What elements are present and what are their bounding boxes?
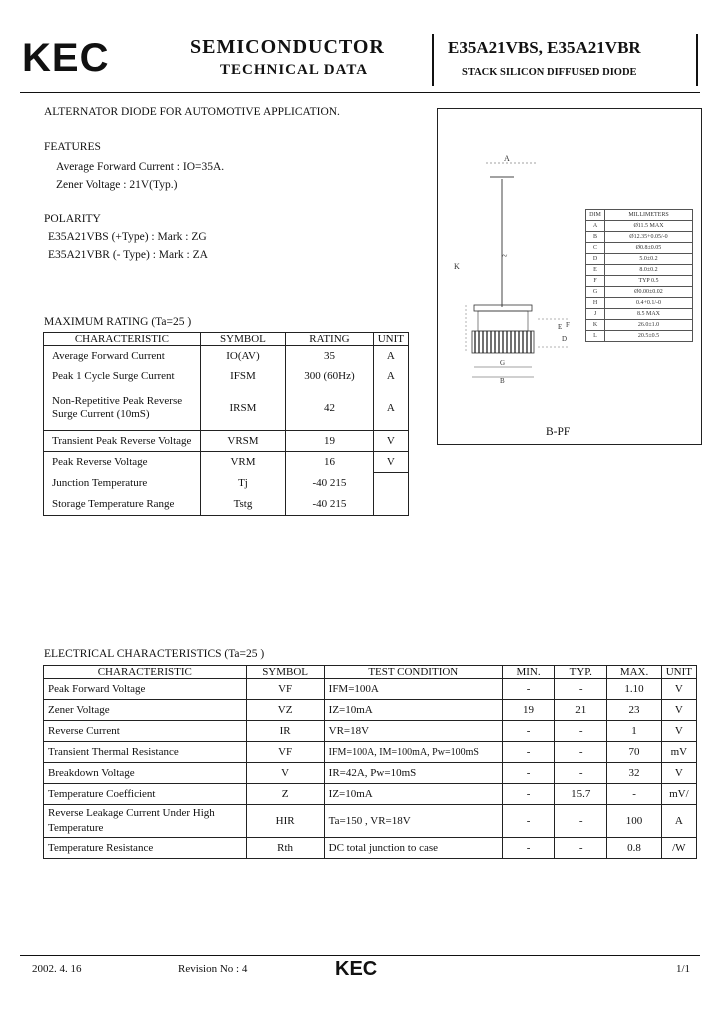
cell: V <box>661 763 696 784</box>
dim-label-f: F <box>566 321 570 329</box>
cell: Peak 1 Cycle Surge Current <box>44 366 201 386</box>
table-row <box>44 679 697 700</box>
cell: VZ <box>246 700 324 721</box>
cell: IRSM <box>200 386 285 431</box>
cell: - <box>502 679 554 700</box>
table-row <box>44 838 697 859</box>
header-divider-right <box>696 34 698 86</box>
dim-label-g: G <box>500 359 506 367</box>
col-header: TEST CONDITION <box>324 666 502 679</box>
dim-cell: F <box>586 276 605 287</box>
col-header: MIN. <box>502 666 554 679</box>
cell: Non-Repetitive Peak Reverse Surge Current (10mS) <box>44 386 201 431</box>
cell: 42 <box>286 386 374 431</box>
cell: 23 <box>607 700 661 721</box>
dim-cell: 0.4+0.1/-0 <box>605 298 693 309</box>
cell: Breakdown Voltage <box>44 763 247 784</box>
max-rating-title: MAXIMUM RATING (Ta=25 ) <box>44 316 192 328</box>
cell <box>373 473 408 494</box>
cell: - <box>607 784 661 805</box>
cell: Storage Temperature Range <box>44 493 201 516</box>
dim-cell: B <box>586 232 605 243</box>
dim-cell: 20.5±0.5 <box>605 331 693 342</box>
col-header: UNIT <box>373 333 408 346</box>
footer-page: 1/1 <box>676 963 691 975</box>
cell: Zener Voltage <box>44 700 247 721</box>
col-header: SYMBOL <box>246 666 324 679</box>
dim-cell: Ø0.8±0.05 <box>605 243 693 254</box>
dim-cell: Ø12.35+0.05/-0 <box>605 232 693 243</box>
cell: VRSM <box>200 431 285 452</box>
part-description: STACK SILICON DIFFUSED DIODE <box>462 67 637 78</box>
cell: V <box>661 700 696 721</box>
dim-cell: G <box>586 287 605 298</box>
dim-cell: A <box>586 221 605 232</box>
feature-item: Zener Voltage : 21V(Typ.) <box>56 179 178 191</box>
cell: IZ=10mA <box>324 784 502 805</box>
cell: 300 (60Hz) <box>286 366 374 386</box>
dim-label-e: E <box>558 323 563 331</box>
cell: A <box>373 386 408 431</box>
dim-header: DIM <box>586 210 605 221</box>
cell: - <box>555 838 607 859</box>
cell: - <box>555 805 607 838</box>
cell: IZ=10mA <box>324 700 502 721</box>
col-header: TYP. <box>555 666 607 679</box>
col-header: CHARACTERISTIC <box>44 666 247 679</box>
cell: Rth <box>246 838 324 859</box>
cell: 0.8 <box>607 838 661 859</box>
cell: - <box>502 763 554 784</box>
kec-logo: KEC <box>22 36 110 80</box>
cell: VRM <box>200 452 285 473</box>
dimension-table <box>585 209 693 342</box>
cell: V <box>373 452 408 473</box>
cell: - <box>555 721 607 742</box>
table-row <box>44 700 697 721</box>
cell: DC total junction to case <box>324 838 502 859</box>
cell: Reverse Current <box>44 721 247 742</box>
dim-cell: J <box>586 309 605 320</box>
cell: 35 <box>286 346 374 367</box>
cell: Tstg <box>200 493 285 516</box>
table-row <box>44 742 697 763</box>
header-rule <box>20 92 700 93</box>
cell: 19 <box>286 431 374 452</box>
cell: - <box>502 742 554 763</box>
cell: - <box>502 784 554 805</box>
footer-rule <box>20 955 700 956</box>
footer-kec-logo: KEC <box>335 958 378 980</box>
polarity-item: E35A21VBR (- Type) : Mark : ZA <box>48 249 208 261</box>
dim-label-d: D <box>562 335 568 343</box>
cell: 19 <box>502 700 554 721</box>
table-row <box>44 763 697 784</box>
dim-cell: 8.0±0.2 <box>605 265 693 276</box>
cell: mV/ <box>661 784 696 805</box>
dim-label-a: A <box>504 154 510 163</box>
features-title: FEATURES <box>44 141 101 153</box>
cell: V <box>661 721 696 742</box>
cell: IR=42A, Pw=10mS <box>324 763 502 784</box>
cell: A <box>373 346 408 367</box>
cell: 1.10 <box>607 679 661 700</box>
cell: Reverse Leakage Current Under High Temperature <box>44 805 247 838</box>
dim-cell: Ø0.00±0.02 <box>605 287 693 298</box>
cell: V <box>661 679 696 700</box>
cell: V <box>246 763 324 784</box>
dim-header: MILLIMETERS <box>605 210 693 221</box>
dim-cell: L <box>586 331 605 342</box>
cell: A <box>373 366 408 386</box>
cell: Z <box>246 784 324 805</box>
cell: -40 215 <box>286 473 374 494</box>
cell: 16 <box>286 452 374 473</box>
cell: Temperature Coefficient <box>44 784 247 805</box>
cell: VR=18V <box>324 721 502 742</box>
cell: IO(AV) <box>200 346 285 367</box>
elec-char-table <box>43 665 697 859</box>
cell: Peak Forward Voltage <box>44 679 247 700</box>
col-header: RATING <box>286 333 374 346</box>
dim-cell: 26.0±1.0 <box>605 320 693 331</box>
cell: IFM=100A, IM=100mA, Pw=100mS <box>324 742 502 763</box>
table-row <box>44 784 697 805</box>
dim-cell: TYP 0.5 <box>605 276 693 287</box>
cell: V <box>373 431 408 452</box>
polarity-title: POLARITY <box>44 213 101 225</box>
cell: IFM=100A <box>324 679 502 700</box>
cell: Average Forward Current <box>44 346 201 367</box>
dim-cell: H <box>586 298 605 309</box>
cell: -40 215 <box>286 493 374 516</box>
dim-cell: K <box>586 320 605 331</box>
dim-label-k: K <box>454 262 460 271</box>
dim-cell: E <box>586 265 605 276</box>
header-technical-data: TECHNICAL DATA <box>220 62 369 78</box>
cell: - <box>555 763 607 784</box>
cell: 100 <box>607 805 661 838</box>
cell: 70 <box>607 742 661 763</box>
cell: 1 <box>607 721 661 742</box>
header-divider <box>432 34 434 86</box>
svg-text:~: ~ <box>502 251 508 262</box>
elec-char-title: ELECTRICAL CHARACTERISTICS (Ta=25 ) <box>44 648 265 660</box>
cell: Transient Thermal Resistance <box>44 742 247 763</box>
dim-cell: D <box>586 254 605 265</box>
cell: - <box>555 679 607 700</box>
package-name: B-PF <box>546 426 571 438</box>
col-header: CHARACTERISTIC <box>44 333 201 346</box>
cell: Tj <box>200 473 285 494</box>
cell: 15.7 <box>555 784 607 805</box>
col-header: UNIT <box>661 666 696 679</box>
cell: Peak Reverse Voltage <box>44 452 201 473</box>
table-row <box>44 721 697 742</box>
cell: IR <box>246 721 324 742</box>
cell: A <box>661 805 696 838</box>
cell: 21 <box>555 700 607 721</box>
footer-date: 2002. 4. 16 <box>32 963 82 975</box>
cell: Ta=150 , VR=18V <box>324 805 502 838</box>
polarity-item: E35A21VBS (+Type) : Mark : ZG <box>48 231 207 243</box>
cell: - <box>502 721 554 742</box>
col-header: MAX. <box>607 666 661 679</box>
part-number: E35A21VBS, E35A21VBR <box>448 38 641 57</box>
cell <box>373 493 408 516</box>
cell: Temperature Resistance <box>44 838 247 859</box>
dim-cell: 8.5 MAX <box>605 309 693 320</box>
dim-label-b: B <box>500 377 505 385</box>
cell: Transient Peak Reverse Voltage <box>44 431 201 452</box>
header-semiconductor: SEMICONDUCTOR <box>190 36 385 58</box>
feature-item: Average Forward Current : IO=35A. <box>56 161 225 173</box>
cell: HIR <box>246 805 324 838</box>
cell: /W <box>661 838 696 859</box>
cell: - <box>502 805 554 838</box>
cell: IFSM <box>200 366 285 386</box>
cell: mV <box>661 742 696 763</box>
dim-cell: C <box>586 243 605 254</box>
cell: VF <box>246 679 324 700</box>
dim-cell: Ø11.5 MAX <box>605 221 693 232</box>
dim-cell: 5.0±0.2 <box>605 254 693 265</box>
table-row <box>44 805 697 838</box>
cell: Junction Temperature <box>44 473 201 494</box>
application-title: ALTERNATOR DIODE FOR AUTOMOTIVE APPLICATION. <box>44 106 340 118</box>
max-rating-table <box>43 332 409 516</box>
cell: - <box>502 838 554 859</box>
cell: VF <box>246 742 324 763</box>
col-header: SYMBOL <box>200 333 285 346</box>
cell: - <box>555 742 607 763</box>
footer-revision: Revision No : 4 <box>178 963 248 975</box>
cell: 32 <box>607 763 661 784</box>
